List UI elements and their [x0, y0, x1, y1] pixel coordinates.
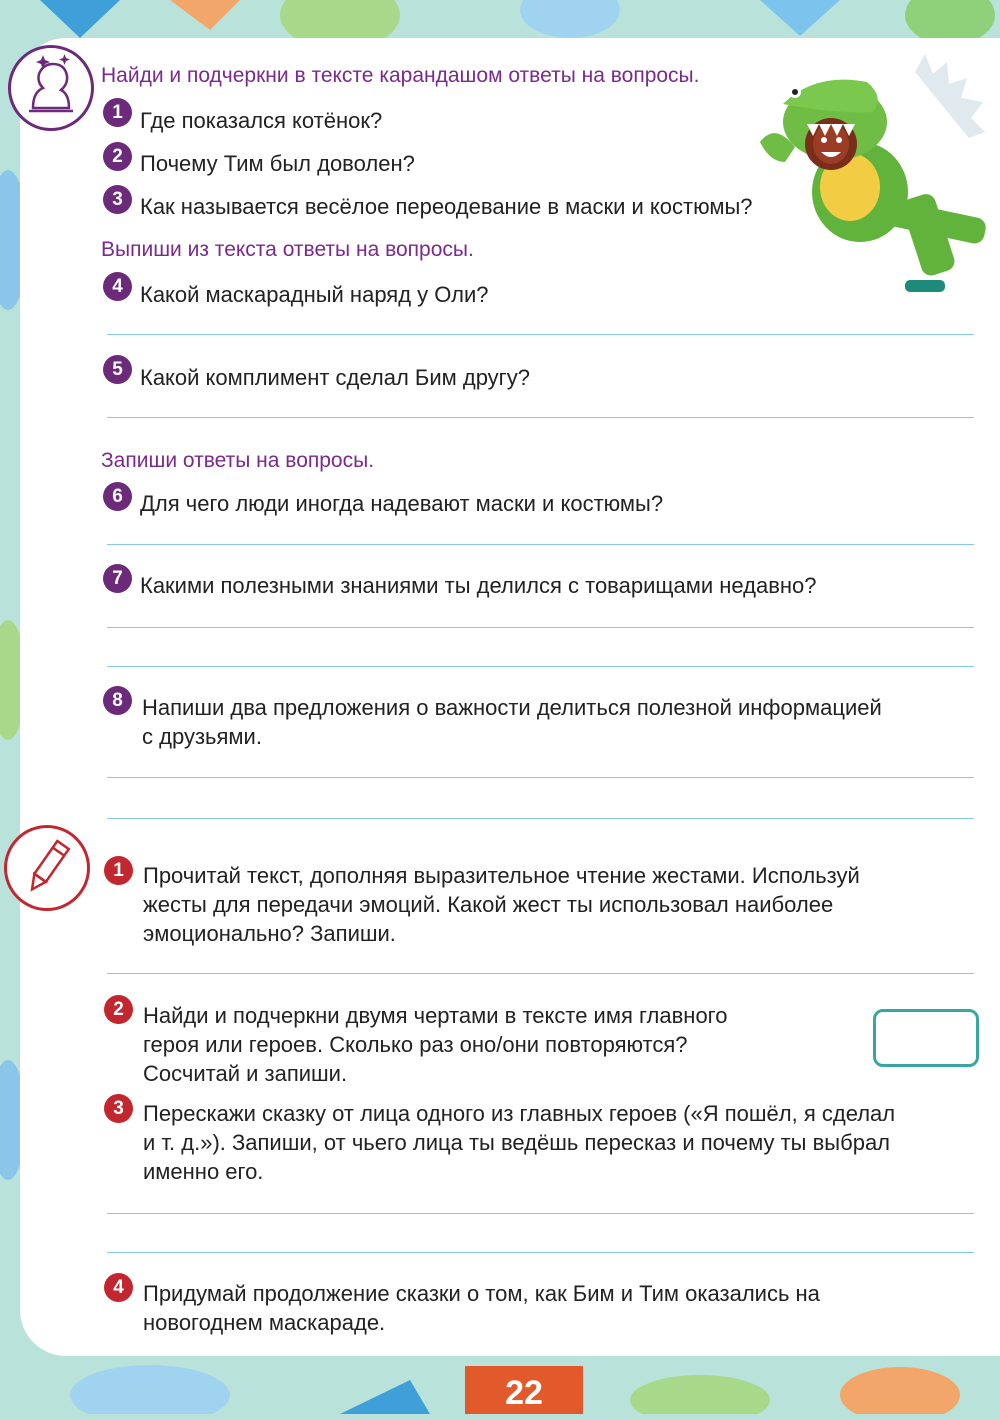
question-text: Какими полезными знаниями ты делился с товарищами недавно? — [140, 573, 817, 598]
answer-line[interactable] — [107, 544, 974, 545]
task-number-badge: 3 — [104, 1094, 133, 1123]
task-text-line: Сосчитай и запиши. — [143, 1061, 348, 1086]
question-text: Какой маскарадный наряд у Оли? — [140, 282, 489, 307]
pencil-icon — [4, 825, 90, 911]
task-text-line: новогоднем маскараде. — [143, 1310, 386, 1335]
question-number-badge: 5 — [103, 355, 132, 384]
answer-line[interactable] — [107, 417, 974, 418]
page-number: 22 — [465, 1366, 583, 1414]
question-text: Какой комплимент сделал Бим другу? — [140, 365, 530, 390]
instruction-find-answers: Найди и подчеркни в тексте карандашом ответы на вопросы. — [101, 64, 700, 87]
instruction-write-answers: Запиши ответы на вопросы. — [101, 449, 375, 472]
question-number-badge: 1 — [103, 98, 132, 127]
task-text-line: героя или героев. Сколько раз оно/они повторяются? — [143, 1032, 688, 1057]
answer-line[interactable] — [107, 666, 974, 667]
dinosaur-costume-illustration — [755, 52, 1000, 297]
question-text: Как называется весёлое переодевание в маски и костюмы? — [140, 194, 753, 219]
task-text-line: эмоционально? Запиши. — [143, 921, 396, 946]
question-text: Для чего люди иногда надевают маски и костюмы? — [140, 491, 664, 516]
answer-line[interactable] — [107, 1213, 974, 1214]
answer-line[interactable] — [107, 973, 974, 974]
task-text-line: и т. д.»). Запиши, от чьего лица ты ведёшь пересказ и почему ты выбрал — [143, 1130, 891, 1155]
task-number-badge: 1 — [104, 856, 133, 885]
question-number-badge: 3 — [103, 185, 132, 214]
answer-line[interactable] — [107, 627, 974, 628]
question-text: Почему Тим был доволен? — [140, 151, 415, 176]
task-text-line: Перескажи сказку от лица одного из главных героев («Я пошёл, я сделал — [143, 1101, 896, 1126]
answer-line[interactable] — [107, 1252, 974, 1253]
question-number-badge: 6 — [103, 482, 132, 511]
task-text-line: Найди и подчеркни двумя чертами в тексте имя главного — [143, 1003, 728, 1028]
answer-line[interactable] — [107, 334, 974, 335]
question-number-badge: 4 — [103, 272, 132, 301]
answer-line[interactable] — [107, 818, 974, 819]
task-text-line: Придумай продолжение сказки о том, как Бим и Тим оказались на — [143, 1281, 820, 1306]
question-text: Где показался котёнок? — [140, 108, 383, 133]
question-number-badge: 2 — [103, 142, 132, 171]
task-text-line: именно его. — [143, 1159, 264, 1184]
answer-line[interactable] — [107, 777, 974, 778]
task-text-line: Прочитай текст, дополняя выразительное чтение жестами. Используй — [143, 863, 860, 888]
task-number-badge: 4 — [104, 1273, 133, 1302]
question-text-continuation: с друзьями. — [142, 724, 262, 749]
answer-count-box[interactable] — [873, 1009, 979, 1067]
question-text: Напиши два предложения о важности делиться полезной информацией — [142, 695, 882, 720]
question-number-badge: 8 — [103, 686, 132, 715]
task-text-line: жесты для передачи эмоций. Какой жест ты использовал наиболее — [143, 892, 834, 917]
question-number-badge: 7 — [103, 564, 132, 593]
task-number-badge: 2 — [104, 995, 133, 1024]
thinking-head-icon — [8, 45, 94, 131]
instruction-write-out-answers: Выпиши из текста ответы на вопросы. — [101, 238, 474, 261]
